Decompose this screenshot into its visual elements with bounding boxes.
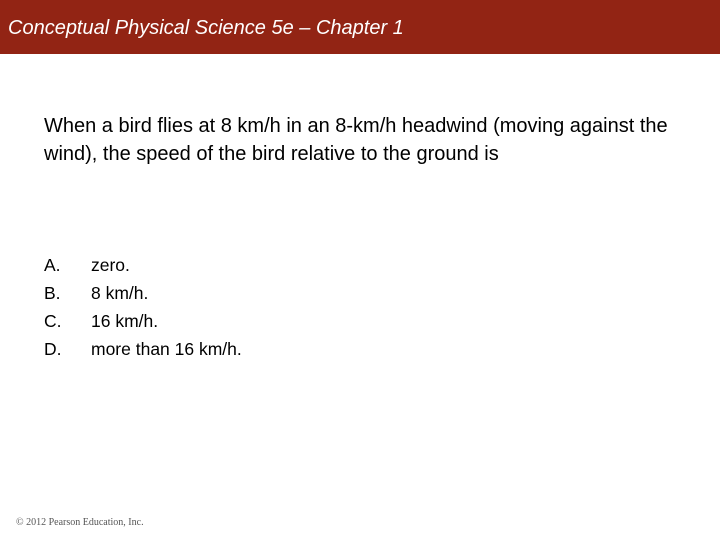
choice-text: zero. bbox=[91, 255, 130, 275]
choice-letter: A. bbox=[44, 255, 61, 275]
answer-choices bbox=[44, 251, 242, 363]
choice-text: more than 16 km/h. bbox=[91, 339, 242, 359]
choice-b bbox=[44, 279, 242, 307]
question-text: When a bird flies at 8 km/h in an 8-km/h headwind (moving against the wind), the speed of the bird relative to the ground is bbox=[44, 115, 668, 165]
choice-a bbox=[44, 251, 242, 279]
choice-text: 16 km/h. bbox=[91, 311, 159, 331]
slide-title: Conceptual Physical Science 5e – Chapter 1 bbox=[8, 17, 404, 39]
choice-letter: B. bbox=[44, 283, 61, 303]
copyright-notice: © 2012 Pearson Education, Inc. bbox=[16, 517, 144, 528]
choice-text: 8 km/h. bbox=[91, 283, 149, 303]
choice-letter: D. bbox=[44, 339, 62, 359]
choice-c bbox=[44, 307, 242, 335]
choice-letter: C. bbox=[44, 311, 62, 331]
choice-d bbox=[44, 335, 242, 363]
header-bar bbox=[0, 0, 720, 54]
